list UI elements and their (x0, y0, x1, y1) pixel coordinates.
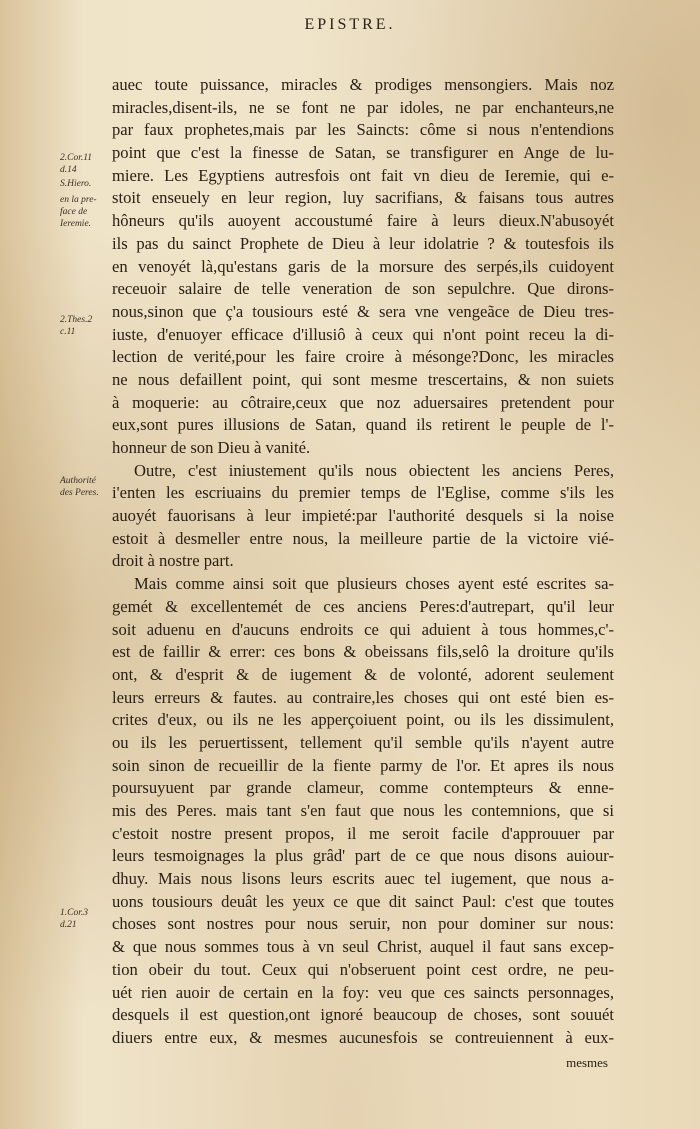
text-line: miracles,disent-ils, ne se font ne par idoles, ne par enchanteurs,ne (112, 97, 614, 117)
text-line: soit aduenu en d'aucuns endroits ce qui aduient à tous hommes,c'- (112, 619, 614, 639)
text-line: mis des Peres. mais tant s'en faut que nous les contemnions, que si (112, 801, 614, 820)
text-line: c'estoit nostre present propos, il me seroit facile d'approuuer par (112, 823, 614, 843)
text-line: auec toute puissance, miracles & prodiges mensongiers. Mais noz (112, 75, 614, 94)
text-line: par faux prophetes,mais par les Saincts: côme si nous n'entendions (112, 120, 614, 140)
text-line: & que nous sommes tous à vn seul Christ, auquel il faut sans excep- (112, 937, 614, 957)
margin-note-line: en la pre- (60, 195, 97, 205)
margin-note-line: 2.Thes.2 (60, 315, 93, 325)
catchword: mesmes (566, 1055, 608, 1070)
text-line: soin sinon de recueillir de la fiente parmy de l'or. Et apres ils nous (112, 755, 614, 775)
text-line: Mais comme ainsi soit que plusieurs choses ayent esté escrites sa- (134, 574, 614, 594)
text-line: est de faillir & errer: ces bons & obeissans fils,selô la droiture qu'ils (112, 642, 614, 662)
text-line: iuste, d'enuoyer efficace d'illusiô à ceux qui n'ont point receu la di- (112, 324, 614, 344)
text-line: honneur de son Dieu à vanité. (112, 438, 311, 457)
margin-note (60, 152, 112, 176)
text-line: tion obeir du tout. Ceux qui n'obseruent point cest ordre, ne peu- (112, 959, 614, 979)
text-line: auoyét fauorisans à leur impieté:par l'authorité desquels si la noise (112, 506, 614, 526)
body-text (112, 74, 614, 1050)
text-line: crites d'eux, ou ils ne les apperçoiuent point, ou ils les dissimulent, (112, 710, 614, 730)
text-line: uons tousiours deuât les yeux ce que dit sainct Paul: c'est que toutes (112, 891, 614, 911)
text-line: poursuyuent par grande clameur, comme contempteurs & enne- (112, 778, 614, 798)
margin-note (60, 475, 112, 499)
text-line: ont, & d'esprit & de iugement & de volonté, adorent seulement (112, 664, 614, 684)
margin-note (60, 907, 112, 931)
margin-note-line: Ieremie. (60, 219, 92, 229)
margin-note (60, 314, 112, 338)
margin-note-line: des Peres. (60, 488, 99, 498)
margin-note-line: face de (60, 207, 88, 217)
margin-note-line: S.Hiero. (60, 179, 92, 189)
text-line: Outre, c'est iniustement qu'ils nous obiectent les anciens Peres, (134, 460, 614, 480)
text-line: stoit enseuely en leur region, luy sacrifians, & faisans tous autres (112, 188, 614, 208)
text-line: ne nous defaillent point, qui sont mesme trescertains, & non suiets (112, 369, 614, 389)
text-line: droit à nostre part. (112, 551, 234, 571)
text-line: gemét & excellentemét de ces anciens Peres:d'autrepart, qu'il leur (112, 596, 614, 616)
text-line: choses sont nostres pour nous seruir, non pour dominer sur nous: (112, 914, 614, 934)
text-line: lection de verité,pour les faire croire à mésonge?Donc, les miracles (112, 347, 614, 367)
margin-note-line: d.21 (60, 920, 77, 930)
text-line: leurs erreurs & fautes. au contraire,les choses qui ont esté bien es- (112, 687, 614, 707)
margin-note-line: 2.Cor.11 (60, 153, 93, 163)
text-line: ils pas du sainct Prophete de Dieu à leur idolatrie ? & toutesfois ils (112, 233, 614, 253)
text-line: uét rien auoir de certain en la foy: veu que ces saincts personnages, (112, 982, 614, 1002)
margin-note (60, 194, 112, 230)
text-line: nous,sinon que ç'a tousiours esté & sera vne vengeãce de Dieu tres- (112, 301, 614, 321)
text-line: miere. Les Egyptiens autresfois ont fait vn dieu de Ieremie, qui e- (112, 165, 614, 185)
running-head: EPISTRE. (304, 16, 396, 33)
margin-note-line: 1.Cor.3 (60, 908, 88, 918)
text-line: hôneurs qu'ils auoyent accoustumé faire à leurs dieux.N'abusoyét (112, 211, 614, 231)
text-line: en venoyét là,qu'estans garis de la morsure des serpés,ils cuidoyent (112, 256, 614, 276)
text-line: estoit à desmeller entre nous, la meilleure partie de la victoire vié- (112, 528, 614, 548)
text-line: diuers entre eux, & mesmes aucunesfois se contreuiennent à eux- (112, 1027, 614, 1047)
margin-note-line: d.14 (60, 165, 77, 175)
text-line: desquels il est question,ont ignoré beaucoup de choses, sont souuét (112, 1005, 614, 1025)
text-line: à moquerie: au côtraire,ceux que noz aduersaires pretendent pour (112, 392, 614, 412)
text-line: receuoir salaire de telle veneration de son sepulchre. Que dirons- (112, 279, 614, 299)
text-line: i'enten les escriuains du premier temps de l'Eglise, comme s'ils les (112, 483, 614, 503)
text-line: leurs tesmoignages la plus grâd' part de ce que nous disons auiour- (112, 846, 614, 866)
margin-note-line: Authorité (60, 476, 96, 486)
margin-note (60, 178, 112, 190)
text-line: eux,sont pures illusions de Satan, quand ils retirent le peuple de l'- (112, 415, 614, 435)
text-line: point que c'est la finesse de Satan, se transfigurer en Ange de lu- (112, 143, 614, 163)
text-line: dhuy. Mais nous lisons leurs escrits auec tel iugement, que nous a- (112, 869, 614, 889)
text-line: ou ils les peruertissent, tellement qu'il semble qu'ils n'ayent autre (112, 732, 614, 752)
margin-note-line: c.11 (60, 327, 76, 337)
